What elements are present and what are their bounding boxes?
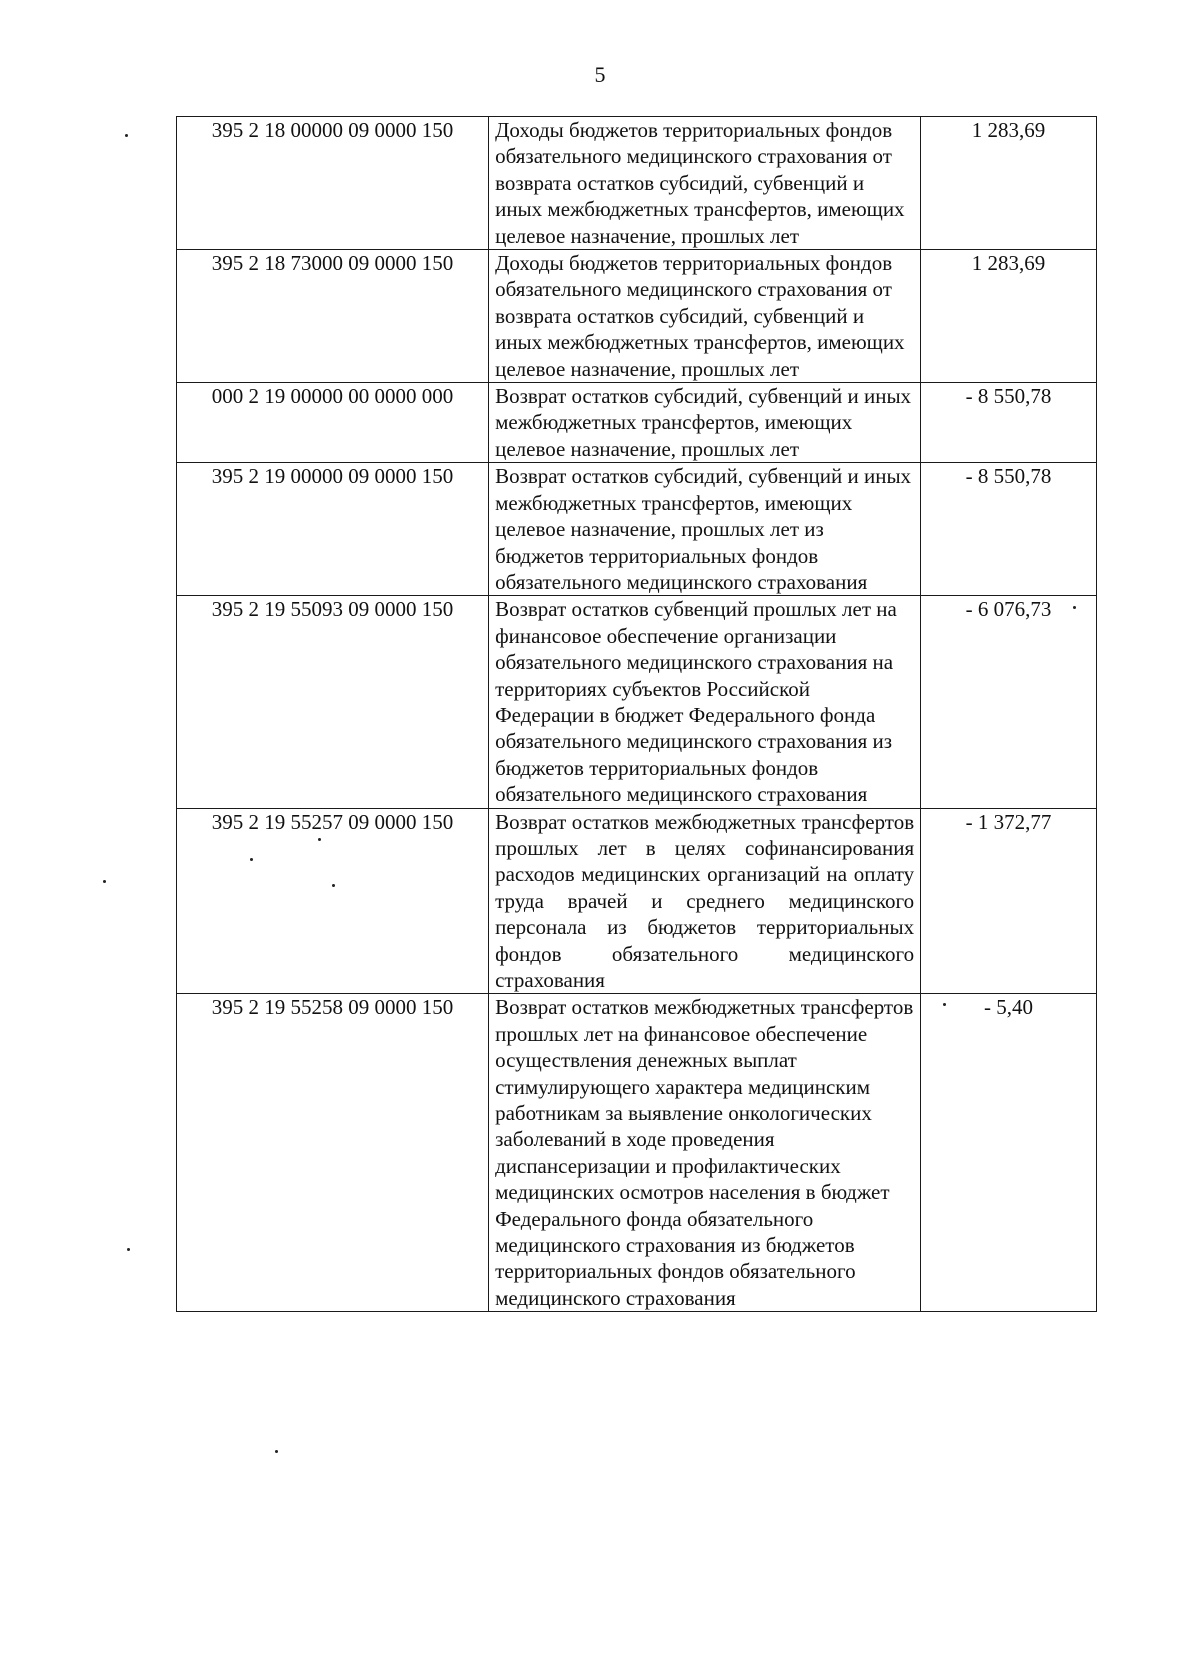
description-cell: Возврат остатков субсидий, субвенций и иных межбюджетных трансфертов, имеющих целевое назначение, прошлых лет <box>489 383 921 463</box>
amount-cell: - 8 550,78 <box>921 383 1097 463</box>
scan-speck <box>250 858 253 861</box>
description-cell: Возврат остатков межбюджетных трансфертов прошлых лет в целях софинансирования расходов медицинских организаций на оплату труда врачей и среднего медицинского персонала из бюджетов территориальных фондов обязательного медицинского страхования <box>489 808 921 994</box>
budget-code-cell: 395 2 19 55257 09 0000 150 <box>177 808 489 994</box>
budget-code-cell: 395 2 18 00000 09 0000 150 <box>177 117 489 250</box>
budget-code-cell: 395 2 18 73000 09 0000 150 <box>177 250 489 383</box>
table-row <box>177 463 1097 596</box>
table-row <box>177 596 1097 808</box>
table-row <box>177 117 1097 250</box>
scan-speck <box>275 1450 278 1453</box>
table-row <box>177 383 1097 463</box>
budget-code-cell: 395 2 19 55258 09 0000 150 <box>177 994 489 1312</box>
budget-code-cell: 395 2 19 00000 09 0000 150 <box>177 463 489 596</box>
budget-code-cell: 395 2 19 55093 09 0000 150 <box>177 596 489 808</box>
table-row <box>177 808 1097 994</box>
budget-code-cell: 000 2 19 00000 00 0000 000 <box>177 383 489 463</box>
table-row <box>177 994 1097 1312</box>
amount-cell: 1 283,69 <box>921 250 1097 383</box>
description-cell: Доходы бюджетов территориальных фондов обязательного медицинского страхования от возврата остатков субсидий, субвенций и иных межбюджетных трансфертов, имеющих целевое назначение, прошлых лет <box>489 117 921 250</box>
amount-cell: 1 283,69 <box>921 117 1097 250</box>
scan-speck <box>318 838 321 841</box>
scan-speck <box>127 1248 130 1251</box>
scan-speck <box>103 880 106 883</box>
amount-cell: - 8 550,78 <box>921 463 1097 596</box>
amount-cell: - 1 372,77 <box>921 808 1097 994</box>
scan-speck <box>125 134 128 137</box>
scan-speck <box>943 1003 946 1006</box>
table-row <box>177 250 1097 383</box>
description-cell: Возврат остатков субвенций прошлых лет на финансовое обеспечение организации обязательного медицинского страхования на территориях субъектов Российской Федерации в бюджет Федерального фонда обязательного медицинского страхования из бюджетов территориальных фондов обязательного медицинского страхования <box>489 596 921 808</box>
amount-cell: - 5,40 <box>921 994 1097 1312</box>
description-cell: Возврат остатков межбюджетных трансфертов прошлых лет на финансовое обеспечение осуществления денежных выплат стимулирующего характера медицинским работникам за выявление онкологических заболеваний в ходе проведения диспансеризации и профилактических медицинских осмотров населения в бюджет Федерального фонда обязательного медицинского страхования из бюджетов территориальных фондов обязательного медицинского страхования <box>489 994 921 1312</box>
budget-income-table <box>176 116 1097 1312</box>
page-number: 5 <box>594 62 606 87</box>
amount-cell: - 6 076,73 <box>921 596 1097 808</box>
description-cell: Доходы бюджетов территориальных фондов обязательного медицинского страхования от возврата остатков субсидий, субвенций и иных межбюджетных трансфертов, имеющих целевое назначение, прошлых лет <box>489 250 921 383</box>
description-cell: Возврат остатков субсидий, субвенций и иных межбюджетных трансфертов, имеющих целевое назначение, прошлых лет из бюджетов территориальных фондов обязательного медицинского страхования <box>489 463 921 596</box>
scan-speck <box>332 884 335 887</box>
scan-speck <box>1073 606 1076 609</box>
